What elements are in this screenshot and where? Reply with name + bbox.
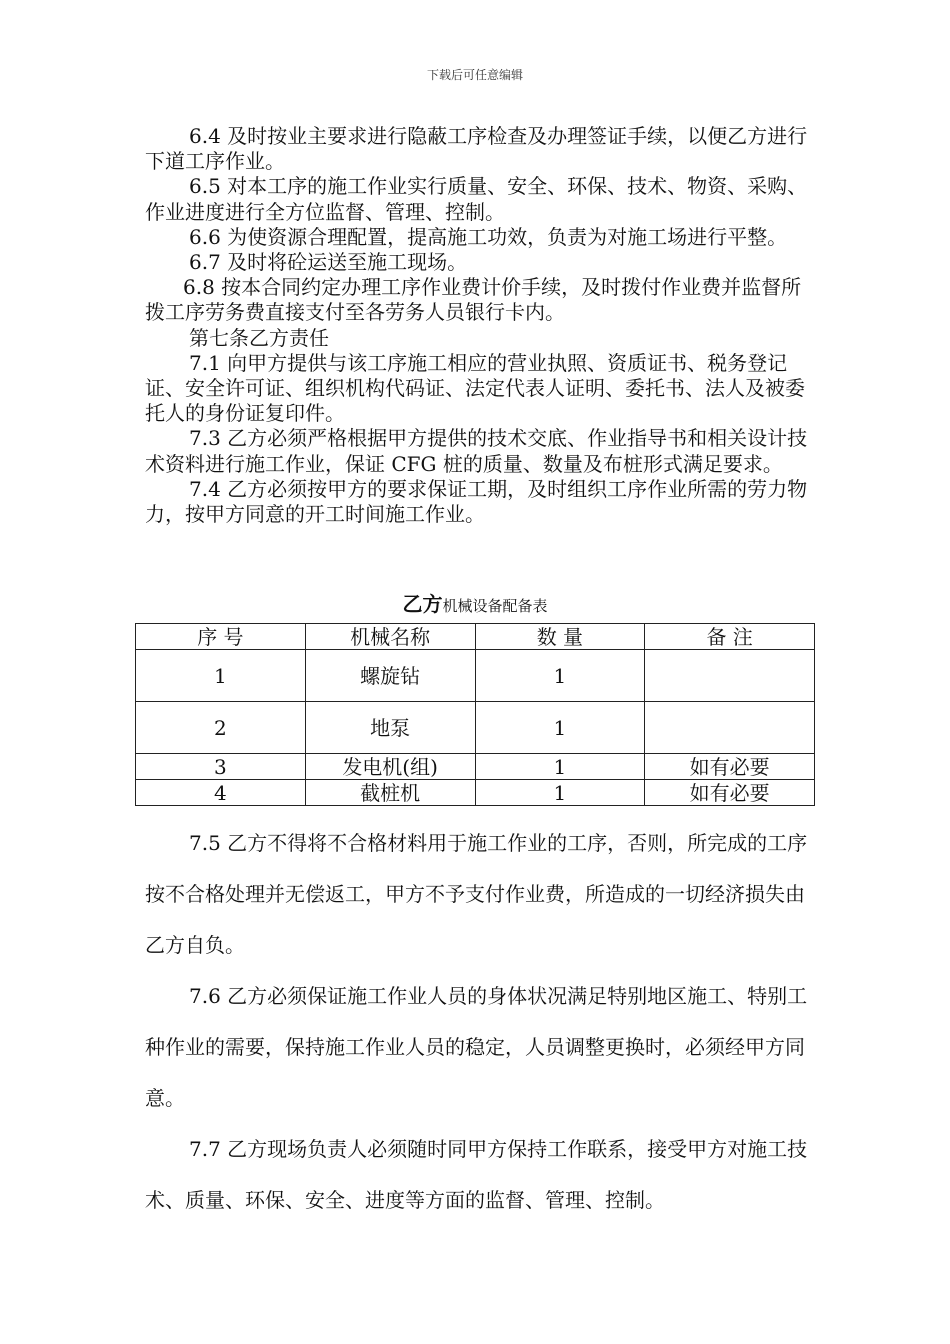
table-cell: 如有必要 bbox=[645, 780, 815, 806]
clause-7-1: 7.1 向甲方提供与该工序施工相应的营业执照、资质证书、税务登记证、安全许可证、组织机构代码证、法定代表人证明、委托书、法人及被委托人的身份证复印件。 bbox=[145, 350, 805, 426]
table-caption-bold: 乙方 bbox=[402, 592, 443, 616]
clause-6-7: 6.7 及时将砼运送至施工现场。 bbox=[189, 250, 468, 275]
table-row bbox=[136, 780, 815, 806]
table-cell: 1 bbox=[475, 754, 645, 780]
clauses-top bbox=[145, 124, 817, 527]
clause-7-6: 7.6 乙方必须保证施工作业人员的身体状况满足特别地区施工、特别工种作业的需要，保持施工作业人员的稳定，人员调整更换时，必须经甲方同意。 bbox=[145, 984, 808, 1110]
clause-6-8: 6.8 按本合同约定办理工序作业费计价手续，及时拨付作业费并监督所拨工序劳务费直接支付至各劳务人员银行卡内。 bbox=[145, 275, 802, 325]
table-row bbox=[136, 754, 815, 780]
table-cell: 3 bbox=[136, 754, 306, 780]
clause-6-5: 6.5 对本工序的施工作业实行质量、安全、环保、技术、物资、采购、作业进度进行全方位监督、管理、控制。 bbox=[145, 174, 808, 224]
header-cell-index: 序 号 bbox=[136, 624, 306, 650]
clause-6-6: 6.6 为使资源合理配置，提高施工功效，负责为对施工场进行平整。 bbox=[189, 224, 788, 249]
table-cell bbox=[645, 650, 815, 702]
clause-6-4: 6.4 及时按业主要求进行隐蔽工序检查及办理签证手续，以便乙方进行下道工序作业。 bbox=[145, 124, 808, 174]
article-7-heading: 第七条乙方责任 bbox=[189, 325, 329, 350]
table-cell: 螺旋钻 bbox=[305, 650, 475, 702]
table-cell: 4 bbox=[136, 780, 306, 806]
table-row bbox=[136, 702, 815, 754]
table-cell: 1 bbox=[475, 650, 645, 702]
header-cell-name: 机械名称 bbox=[305, 624, 475, 650]
page-header: 下载后可任意编辑 bbox=[426, 68, 523, 82]
table-header-row bbox=[136, 624, 815, 650]
table-cell: 1 bbox=[475, 780, 645, 806]
table-cell: 1 bbox=[475, 702, 645, 754]
table-cell: 发电机(组) bbox=[305, 754, 475, 780]
clause-7-7: 7.7 乙方现场负责人必须随时同甲方保持工作联系，接受甲方对施工技术、质量、环保、安全、进度等方面的监督、管理、控制。 bbox=[145, 1137, 808, 1212]
clause-7-5: 7.5 乙方不得将不合格材料用于施工作业的工序，否则，所完成的工序按不合格处理并无偿返工，甲方不予支付作业费，所造成的一切经济损失由乙方自负。 bbox=[145, 831, 808, 957]
clause-7-4: 7.4 乙方必须按甲方的要求保证工期，及时组织工序作业所需的劳力物力，按甲方同意的开工时间施工作业。 bbox=[145, 476, 808, 527]
table-caption bbox=[0, 588, 950, 617]
clauses-bottom bbox=[145, 818, 817, 1226]
table-cell bbox=[645, 702, 815, 754]
table-caption-rest: 机械设备配备表 bbox=[442, 597, 548, 615]
table-cell: 如有必要 bbox=[645, 754, 815, 780]
equipment-table bbox=[135, 623, 815, 806]
table-cell: 2 bbox=[136, 702, 306, 754]
clause-7-3: 7.3 乙方必须严格根据甲方提供的技术交底、作业指导书和相关设计技术资料进行施工作业，保证 CFG 桩的质量、数量及布桩形式满足要求。 bbox=[145, 426, 808, 476]
header-cell-quantity: 数 量 bbox=[475, 624, 645, 650]
header-cell-remark: 备 注 bbox=[645, 624, 815, 650]
table-row bbox=[136, 650, 815, 702]
table-cell: 地泵 bbox=[305, 702, 475, 754]
table-cell: 1 bbox=[136, 650, 306, 702]
table-cell: 截桩机 bbox=[305, 780, 475, 806]
